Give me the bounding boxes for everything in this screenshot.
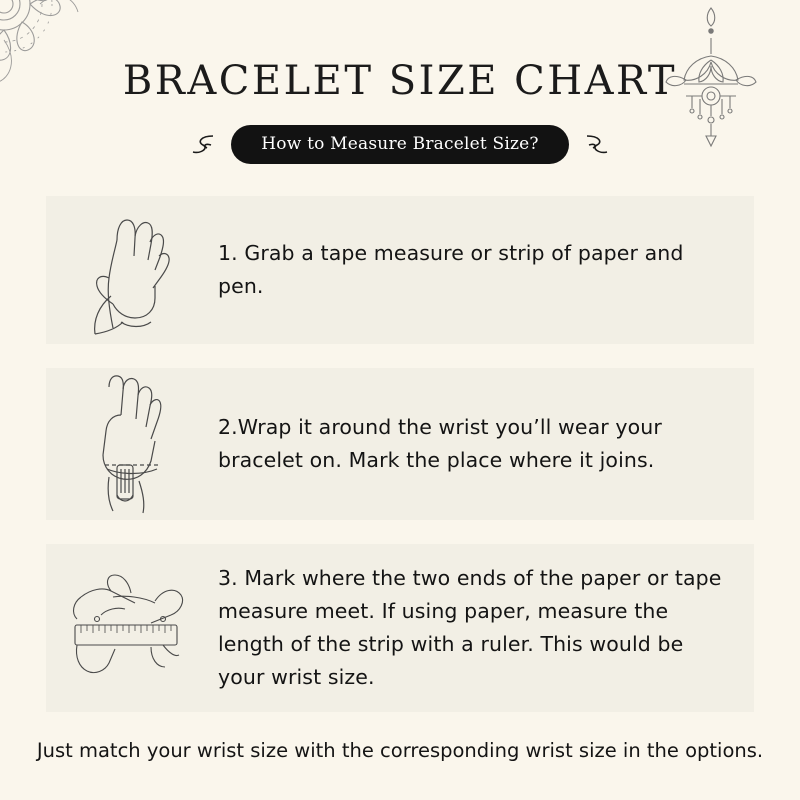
list-item: [46, 544, 754, 712]
flourish-right-icon: [583, 132, 609, 158]
hand-fist-icon: [46, 196, 206, 344]
flourish-left-icon: [191, 132, 217, 158]
subtitle-pill: How to Measure Bracelet Size?: [231, 125, 568, 164]
step-text: 1. Grab a tape measure or strip of paper and pen.: [218, 240, 684, 298]
hands-ruler-icon: [46, 544, 206, 712]
list-item: [46, 368, 754, 520]
steps-list: [0, 196, 800, 736]
hand-wrist-tape-icon: [46, 368, 206, 520]
step-text: 3. Mark where the two ends of the paper or tape measure meet. If using paper, measure the length of the strip with a ruler. This would be your wrist size.: [218, 565, 722, 690]
step-text: 2.Wrap it around the wrist you’ll wear your bracelet on. Mark the place where it joins.: [218, 414, 662, 472]
subtitle-row: [0, 125, 800, 164]
footer-note: Just match your wrist size with the corresponding wrist size in the options.: [36, 739, 764, 762]
page-title: BRACELET SIZE CHART: [122, 58, 678, 104]
list-item: [46, 196, 754, 344]
